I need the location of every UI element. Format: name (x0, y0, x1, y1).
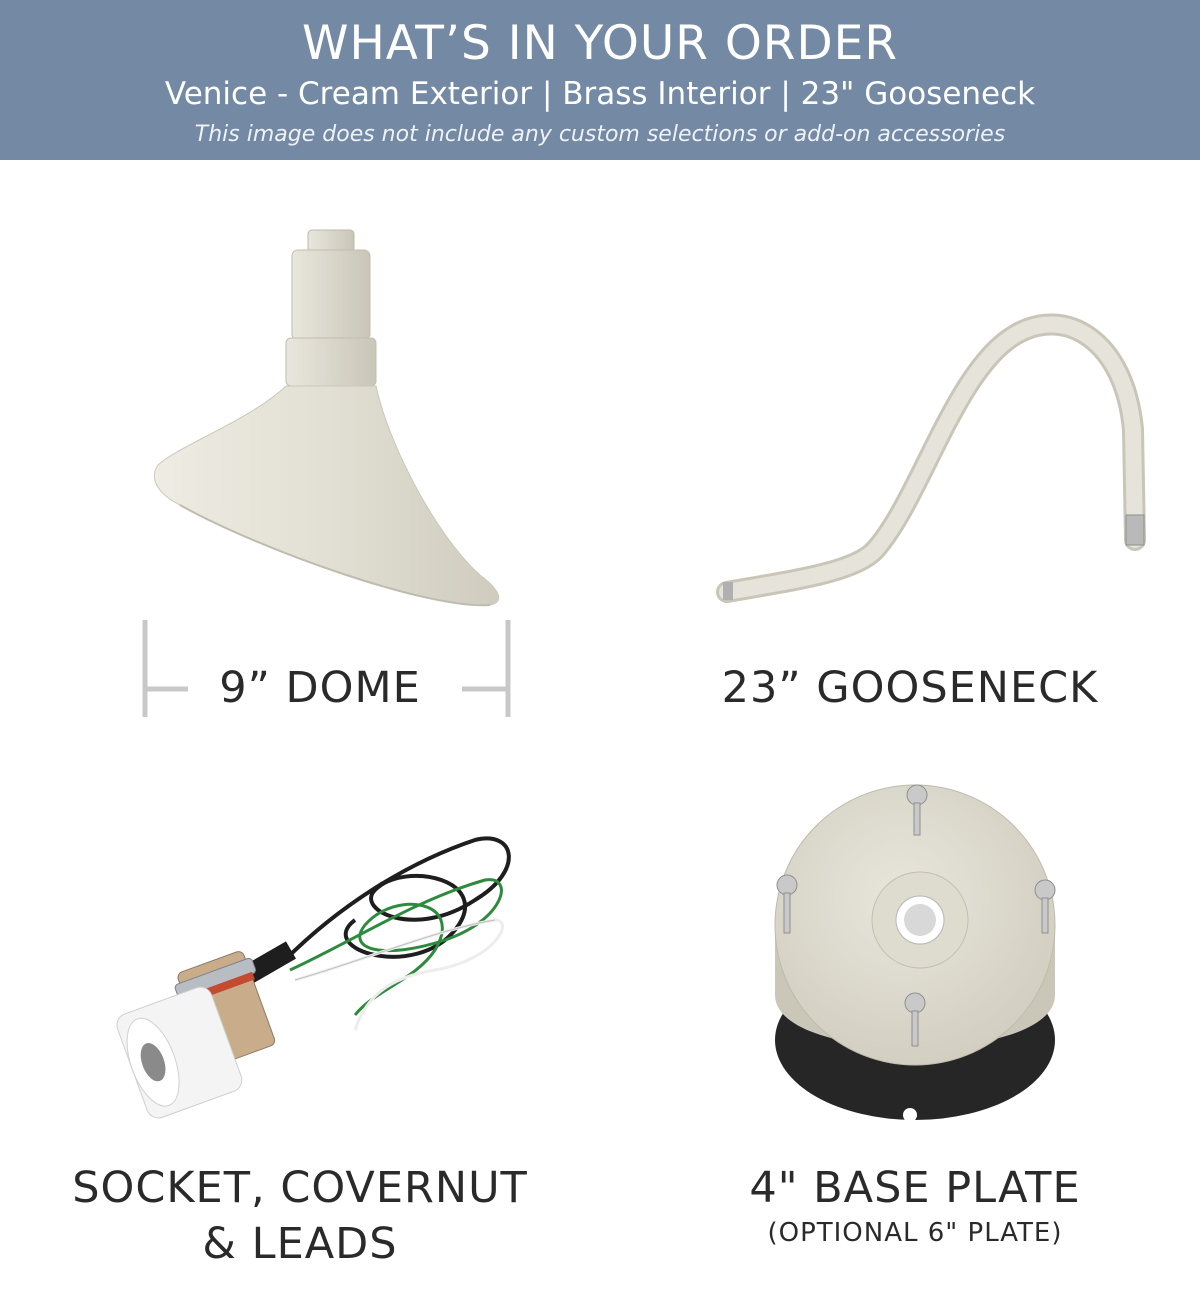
socket-covernut-leads-image (115, 830, 525, 1120)
gooseneck-label: 23” GOOSENECK (721, 663, 1099, 713)
gooseneck-arm-image (715, 310, 1155, 610)
dome-label: 9” DOME (219, 663, 421, 713)
socket-label-line2: & LEADS (202, 1219, 398, 1269)
order-disclaimer: This image does not include any custom selections or add-on accessories (194, 122, 1006, 147)
dome-shade-image (140, 220, 520, 620)
base-plate-image (765, 775, 1075, 1125)
base-plate-label: 4" BASE PLATE (749, 1163, 1081, 1213)
order-subtitle: Venice - Cream Exterior | Brass Interior | 23" Gooseneck (164, 76, 1036, 112)
order-title: WHAT’S IN YOUR ORDER (301, 16, 899, 71)
order-header (0, 0, 1200, 160)
socket-label-line1: SOCKET, COVERNUT (72, 1163, 528, 1213)
base-plate-sublabel: (OPTIONAL 6" PLATE) (767, 1218, 1063, 1248)
